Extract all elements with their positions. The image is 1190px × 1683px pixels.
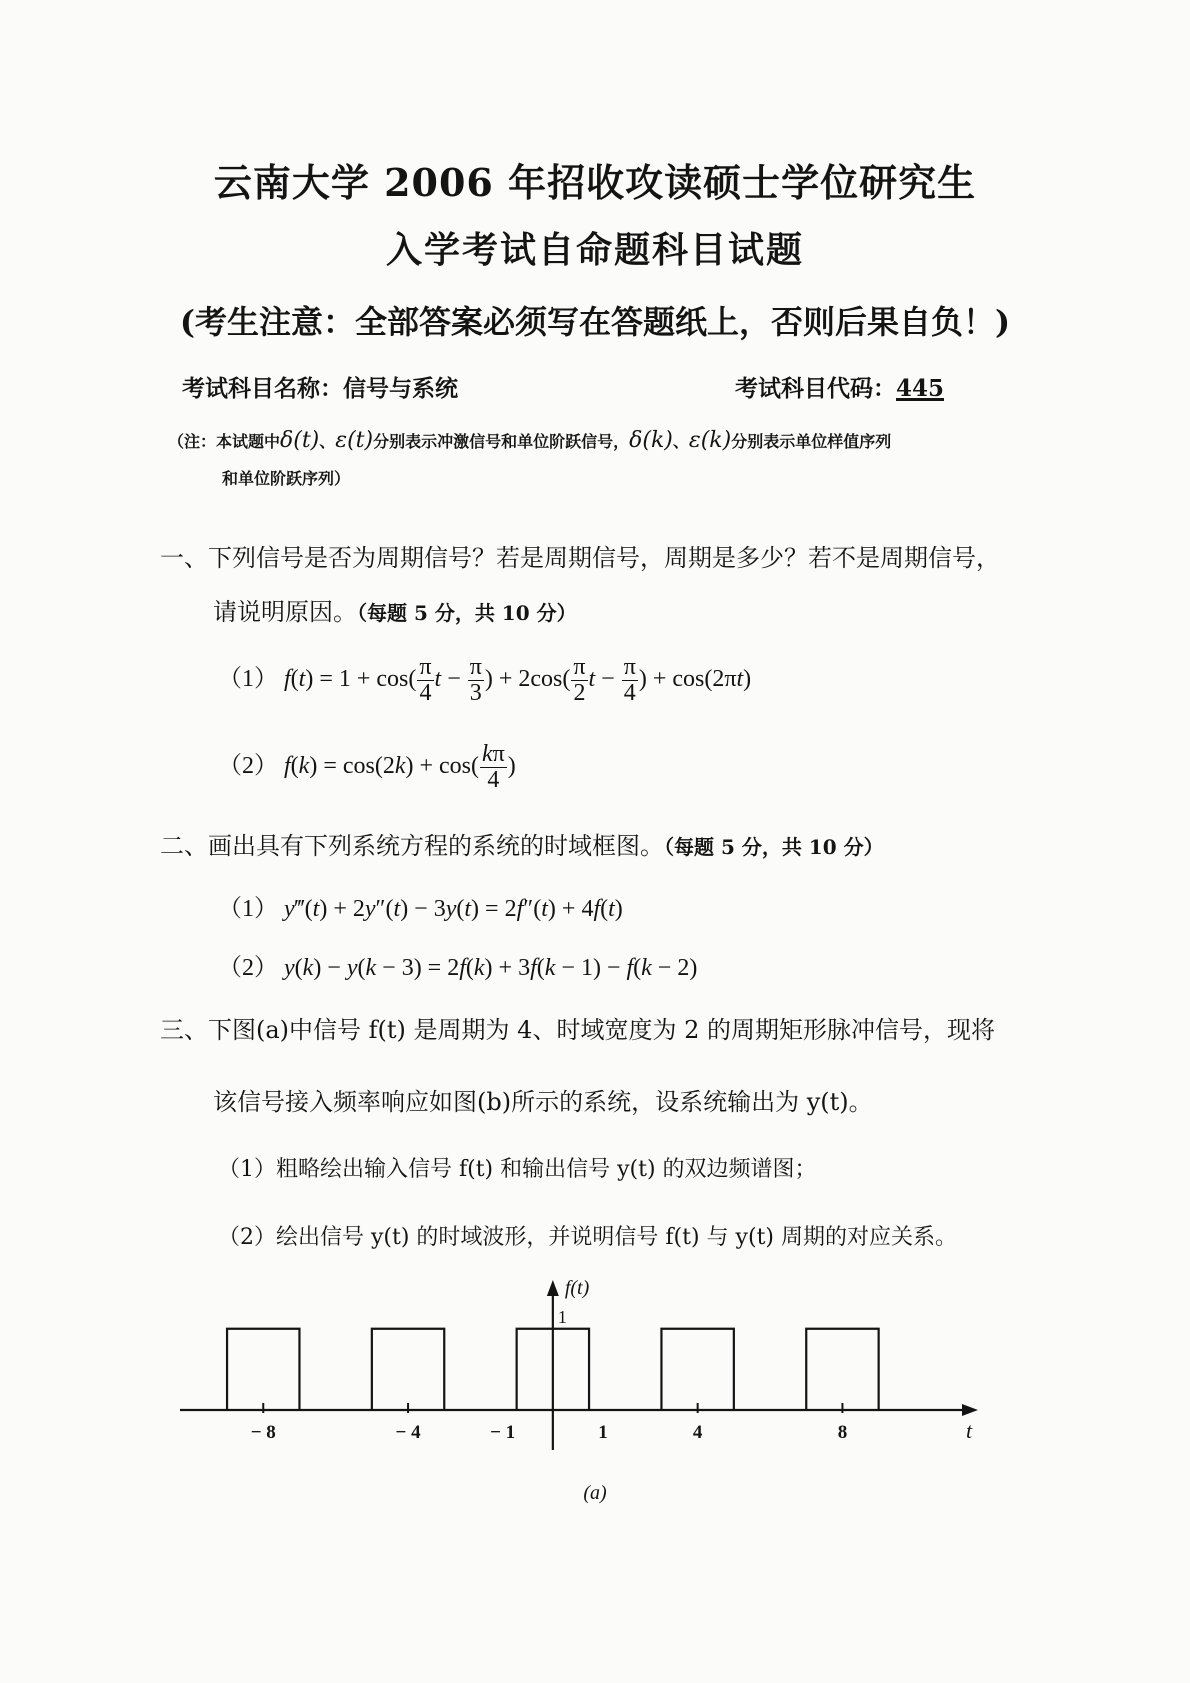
item-label: （2） bbox=[218, 955, 278, 981]
pulse bbox=[372, 1329, 444, 1410]
note-suffix: 分别表示单位样值序列 bbox=[731, 432, 892, 451]
x-axis-arrow-icon bbox=[962, 1404, 978, 1416]
question-text: 下列信号是否为周期信号？若是周期信号，周期是多少？若不是周期信号， bbox=[208, 544, 1000, 572]
question-text: 下图(a)中信号 f(t) 是周期为 4、时域宽度为 2 的周期矩形脉冲信号，现将 bbox=[208, 1016, 995, 1044]
item-label: （1） bbox=[218, 896, 278, 922]
y-axis-label: f(t) bbox=[564, 1277, 590, 1299]
question-text: 画出具有下列系统方程的系统的时域框图。 bbox=[208, 832, 664, 860]
question-2-heading bbox=[160, 826, 884, 861]
epsilon-k-symbol: ε(k) bbox=[688, 428, 732, 453]
question-number: 三、 bbox=[160, 1016, 208, 1044]
code-value: 445 bbox=[896, 375, 945, 402]
note-prefix: （注：本试题中 bbox=[168, 432, 281, 451]
note-mid: 分别表示冲激信号和单位阶跃信号， bbox=[373, 432, 630, 451]
x-tick-label: − 4 bbox=[395, 1422, 421, 1443]
question-1-item-2 bbox=[218, 742, 516, 793]
item-label: （2） bbox=[218, 1225, 276, 1250]
question-1-item-1 bbox=[218, 655, 751, 706]
question-3-item-2 bbox=[218, 1220, 957, 1251]
subject-code bbox=[735, 370, 944, 403]
item-label: （2） bbox=[218, 753, 278, 780]
pulse bbox=[227, 1329, 299, 1410]
subject-label: 考试科目名称： bbox=[182, 375, 343, 402]
note-line2: 和单位阶跃序列） bbox=[222, 469, 351, 488]
pulse-train-chart bbox=[180, 1270, 980, 1470]
question-3-heading bbox=[160, 1010, 995, 1045]
x-tick-label: 8 bbox=[837, 1422, 848, 1443]
delta-k-symbol: δ(k) bbox=[629, 428, 673, 453]
y-tick-label: 1 bbox=[557, 1306, 567, 1327]
delta-t-symbol: δ(t) bbox=[280, 428, 320, 453]
item-text: 绘出信号 y(t) 的时域波形，并说明信号 f(t) 与 y(t) 周期的对应关系。 bbox=[276, 1225, 957, 1250]
x-tick-label: 4 bbox=[692, 1422, 703, 1443]
pulse bbox=[661, 1329, 733, 1410]
formula-1-2: f(k) = cos(2k) + cos( $\frac{k\pi}{4}$ ) bbox=[284, 741, 516, 794]
question-score: （每题 5 分，共 10 分） bbox=[357, 601, 577, 625]
note-sep: 、 bbox=[672, 432, 689, 451]
question-3-heading-cont: 该信号接入频率响应如图(b)所示的系统，设系统输出为 y(t)。 bbox=[213, 1088, 873, 1116]
question-1-heading bbox=[160, 538, 1000, 573]
exam-title-line1: 云南大学 2006 年招收攻读硕士学位研究生 bbox=[213, 160, 977, 205]
exam-notice: (考生注意：全部答案必须写在答题纸上，否则后果自负！) bbox=[179, 303, 1011, 341]
subject-value: 信号与系统 bbox=[343, 375, 458, 402]
question-1-heading-cont bbox=[213, 592, 577, 627]
question-text: 请说明原因。 bbox=[213, 598, 357, 626]
formula-2-2: y(k) − y(k − 3) = 2f(k) + 3f(k − 1) − f(k − 2) bbox=[284, 955, 698, 981]
x-tick-label: 1 bbox=[598, 1422, 608, 1443]
question-number: 一、 bbox=[160, 544, 208, 572]
question-2-item-1 bbox=[218, 888, 623, 923]
formula-1-1: f(t) = 1 + cos( $\frac{\pi}{4}$ t − $\frac{\pi}{3}$ ) + 2cos( $\frac{\pi}{2}$ t − $\frac{\pi}{4}$ ) + cos(2πt) bbox=[284, 654, 752, 707]
item-label: （1） bbox=[218, 666, 278, 693]
epsilon-t-symbol: ε(t) bbox=[335, 428, 374, 453]
item-text: 粗略绘出输入信号 f(t) 和输出信号 y(t) 的双边频谱图； bbox=[276, 1157, 817, 1182]
exam-title-line2: 入学考试自命题科目试题 bbox=[385, 229, 804, 271]
pulse bbox=[806, 1329, 878, 1410]
y-axis-arrow-icon bbox=[547, 1280, 559, 1296]
question-number: 二、 bbox=[160, 832, 208, 860]
code-label: 考试科目代码： bbox=[735, 375, 896, 402]
item-label: （1） bbox=[218, 1157, 276, 1182]
note-line1 bbox=[168, 428, 891, 453]
question-2-item-2 bbox=[218, 947, 697, 982]
x-tick-label: − 1 bbox=[490, 1422, 516, 1443]
x-tick-label: − 8 bbox=[250, 1422, 276, 1443]
subject-name bbox=[182, 370, 458, 403]
figure-caption: (a) bbox=[583, 1482, 607, 1504]
question-score: （每题 5 分，共 10 分） bbox=[664, 835, 884, 859]
question-3-item-1 bbox=[218, 1152, 817, 1183]
x-axis-label: t bbox=[966, 1418, 973, 1443]
formula-2-1: y‴(t) + 2y″(t) − 3y(t) = 2f″(t) + 4f(t) bbox=[284, 896, 623, 922]
note-sep: 、 bbox=[319, 432, 336, 451]
